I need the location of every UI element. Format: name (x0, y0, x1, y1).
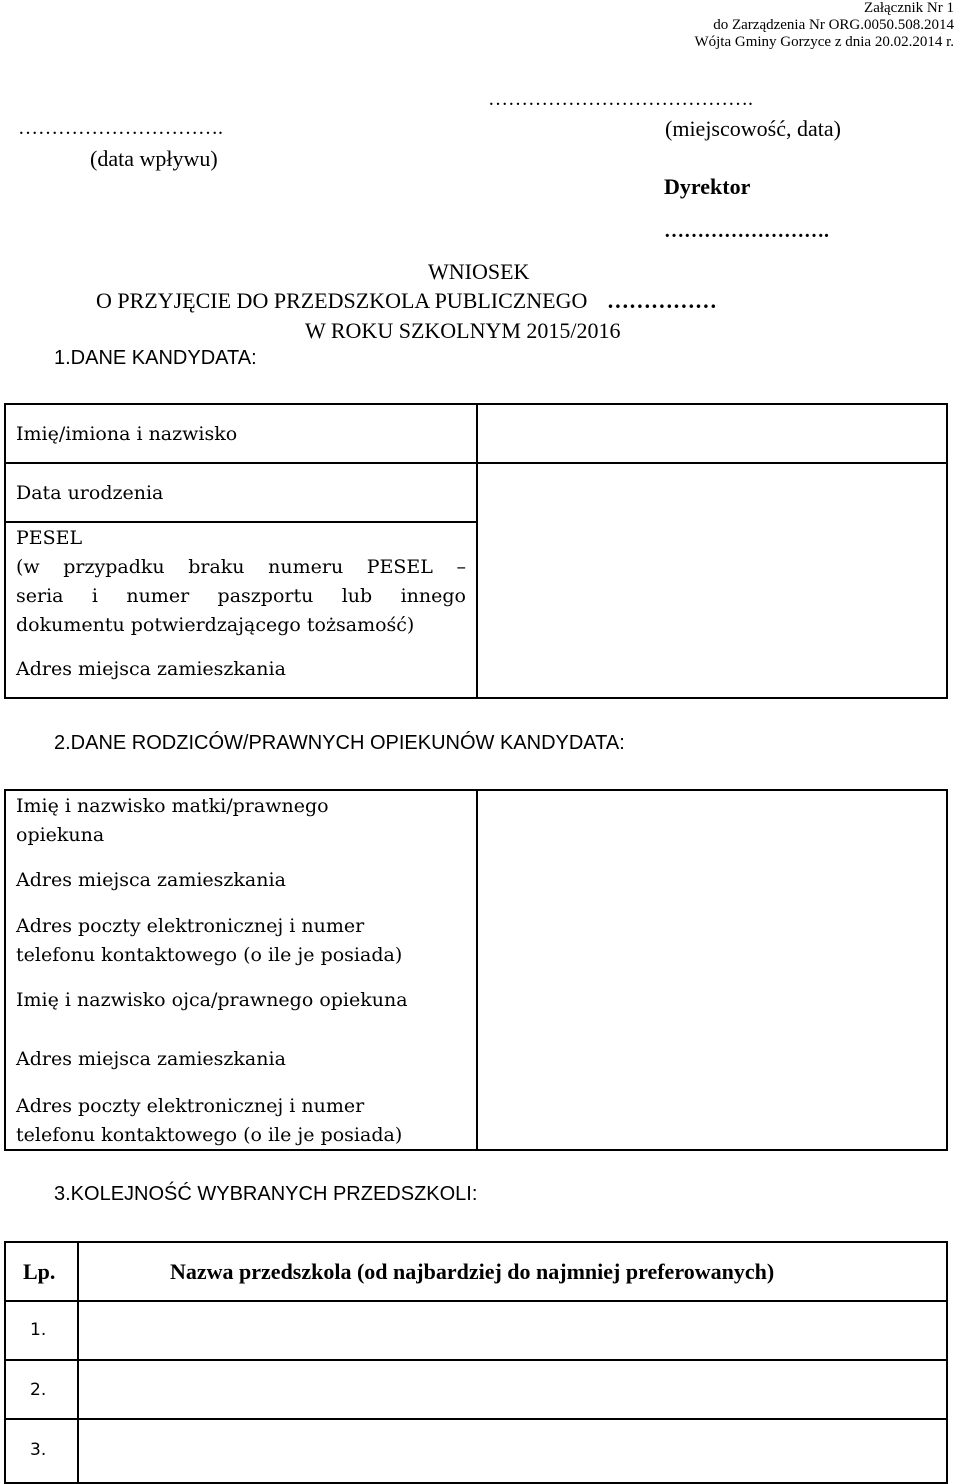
mother-name-line-1: Imię i nazwisko matki/prawnego (16, 795, 329, 817)
field-father-contact (16, 1092, 402, 1150)
candidate-details-input[interactable] (478, 464, 946, 697)
director-dots: ……………………. (664, 220, 829, 242)
field-candidate-address: Adres miejsca zamieszkania (16, 658, 286, 680)
pesel-line-2: (w przypadku braku numeru PESEL – (16, 556, 466, 578)
title-line-1: WNIOSEK (428, 259, 530, 284)
title-line-2-text: O PRZYJĘCIE DO PRZEDSZKOLA PUBLICZNEGO (96, 288, 588, 313)
preschool-choice-2-input[interactable] (79, 1361, 946, 1418)
column-preschool-name: Nazwa przedszkola (od najbardziej do najmniej preferowanych) (170, 1259, 775, 1284)
field-mother-name (16, 792, 329, 850)
field-candidate-name: Imię/imiona i nazwisko (16, 423, 238, 445)
preschool-choice-1-input[interactable] (79, 1302, 946, 1359)
mother-contact-line-1: Adres poczty elektronicznej i numer (16, 915, 365, 937)
column-lp: Lp. (23, 1259, 56, 1284)
pesel-line-3: seria i numer paszportu lub innego (16, 585, 466, 607)
father-contact-line-2: telefonu kontaktowego (o ile je posiada) (16, 1124, 403, 1146)
pesel-line-1: PESEL (16, 527, 83, 549)
field-father-name: Imię i nazwisko ojca/prawnego opiekuna (16, 989, 408, 1011)
preschool-choice-3-input[interactable] (79, 1420, 946, 1482)
place-date-label: (miejscowość, data) (665, 116, 841, 141)
director-label: Dyrektor (664, 174, 751, 199)
section2-heading: 2.DANE RODZICÓW/PRAWNYCH OPIEKUNÓW KANDYDATA: (54, 732, 625, 754)
father-contact-line-1: Adres poczty elektronicznej i numer (16, 1095, 365, 1117)
title-line-3: W ROKU SZKOLNYM 2015/2016 (305, 318, 621, 343)
mother-name-line-2: opiekuna (16, 824, 105, 846)
field-mother-address: Adres miejsca zamieszkania (16, 869, 286, 891)
receipt-date-dots: …………………………. (18, 117, 223, 139)
pesel-line-4: dokumentu potwierdzającego tożsamość) (16, 614, 415, 636)
title-line-2-dots: …………… (606, 288, 717, 313)
place-date-dots: …………………………………. (488, 88, 753, 110)
title-line-2 (96, 288, 717, 314)
parents-details-input[interactable] (478, 791, 946, 1149)
field-mother-contact (16, 912, 402, 970)
attachment-note (694, 0, 954, 51)
receipt-date-label: (data wpływu) (90, 146, 218, 171)
field-candidate-birth: Data urodzenia (16, 482, 164, 504)
row-number-3: 3. (30, 1440, 47, 1460)
row-number-1: 1. (30, 1320, 47, 1340)
section3-heading: 3.KOLEJNOŚĆ WYBRANYCH PRZEDSZKOLI: (54, 1183, 478, 1205)
row-number-2: 2. (30, 1380, 47, 1400)
attachment-line-1: Załącznik Nr 1 (864, 0, 954, 16)
field-father-address: Adres miejsca zamieszkania (16, 1048, 286, 1070)
attachment-line-3: Wójta Gminy Gorzyce z dnia 20.02.2014 r. (694, 34, 954, 50)
attachment-line-2: do Zarządzenia Nr ORG.0050.508.2014 (713, 17, 954, 33)
mother-contact-line-2: telefonu kontaktowego (o ile je posiada) (16, 944, 403, 966)
candidate-name-input[interactable] (478, 405, 946, 462)
section1-heading: 1.DANE KANDYDATA: (54, 347, 257, 369)
field-candidate-pesel (16, 524, 466, 640)
